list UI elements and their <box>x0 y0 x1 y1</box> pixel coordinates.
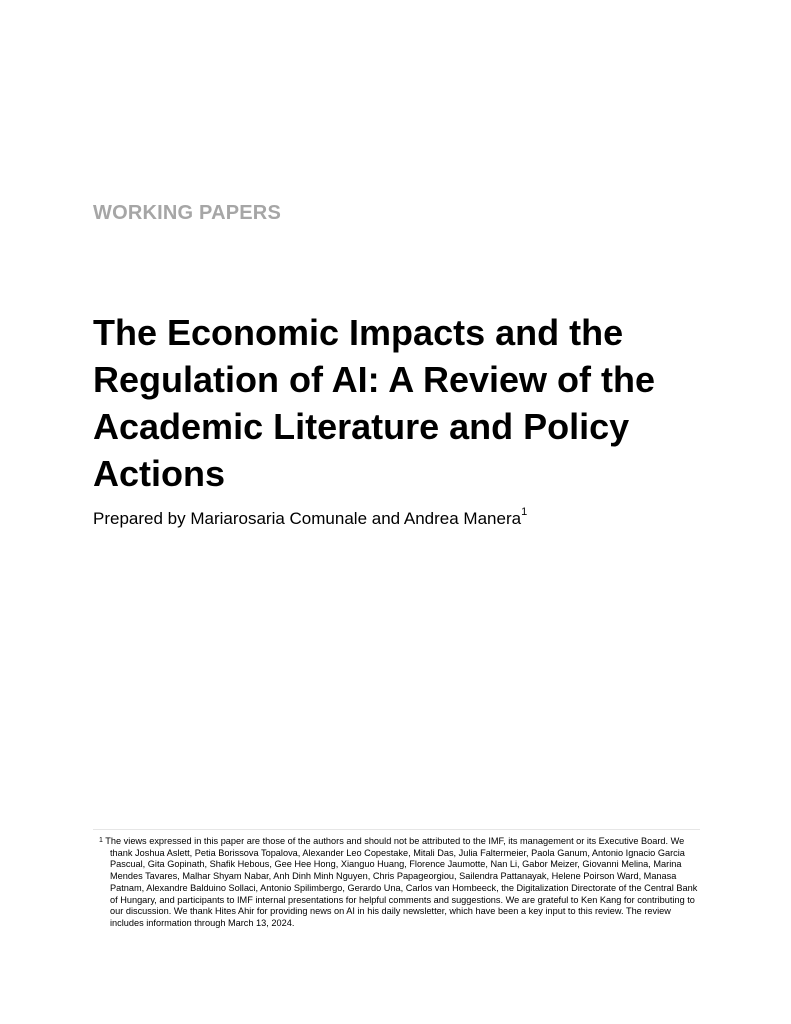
footnote <box>93 836 703 930</box>
paper-title: The Economic Impacts and the Regulation of AI: A Review of the Academic Literature and Policy Actions <box>93 312 656 494</box>
footnote-text: The views expressed in this paper are those of the authors and should not be attributed to the IMF, its management or its Executive Board. We thank Joshua Aslett, Petia Borissova Topalova, Alexander Leo Copestake, Mitali Das, Julia Faltermeier, Paola Ganum, Antonio Ignacio Garcia Pascual, Gita Gopinath, Shafik Hebous, Gee Hee Hong, Xianguo Huang, Florence Jaumotte, Nan Li, Gabor Meizer, Giovanni Melina, Marina Mendes Tavares, Malhar Shyam Nabar, Anh Dinh Minh Nguyen, Chris Papageorgiou, Sailendra Pattanayak, Helene Poirson Ward, Manasa Patnam, Alexandre Balduino Sollaci, Antonio Spilimbergo, Gerardo Una, Carlos van Hombeeck, the Digitalization Directorate of the Central Bank of Hungary, and participants to IMF internal presentations for helpful comments and suggestions. We are grateful to Ken Kang for contributing to our discussion. We thank Hites Ahir for providing news on AI in his daily newsletter, which have been a key input to this review. The review includes information through March 13, 2024. <box>105 836 698 928</box>
byline-text: Prepared by Mariarosaria Comunale and Andrea Manera <box>93 509 522 528</box>
author-byline <box>93 506 528 529</box>
series-label: WORKING PAPERS <box>93 202 281 224</box>
footnote-separator <box>93 829 700 830</box>
footnote-marker: 1 <box>99 837 103 844</box>
byline-footnote-marker[interactable]: 1 <box>521 506 528 518</box>
footnote-body <box>93 836 703 930</box>
